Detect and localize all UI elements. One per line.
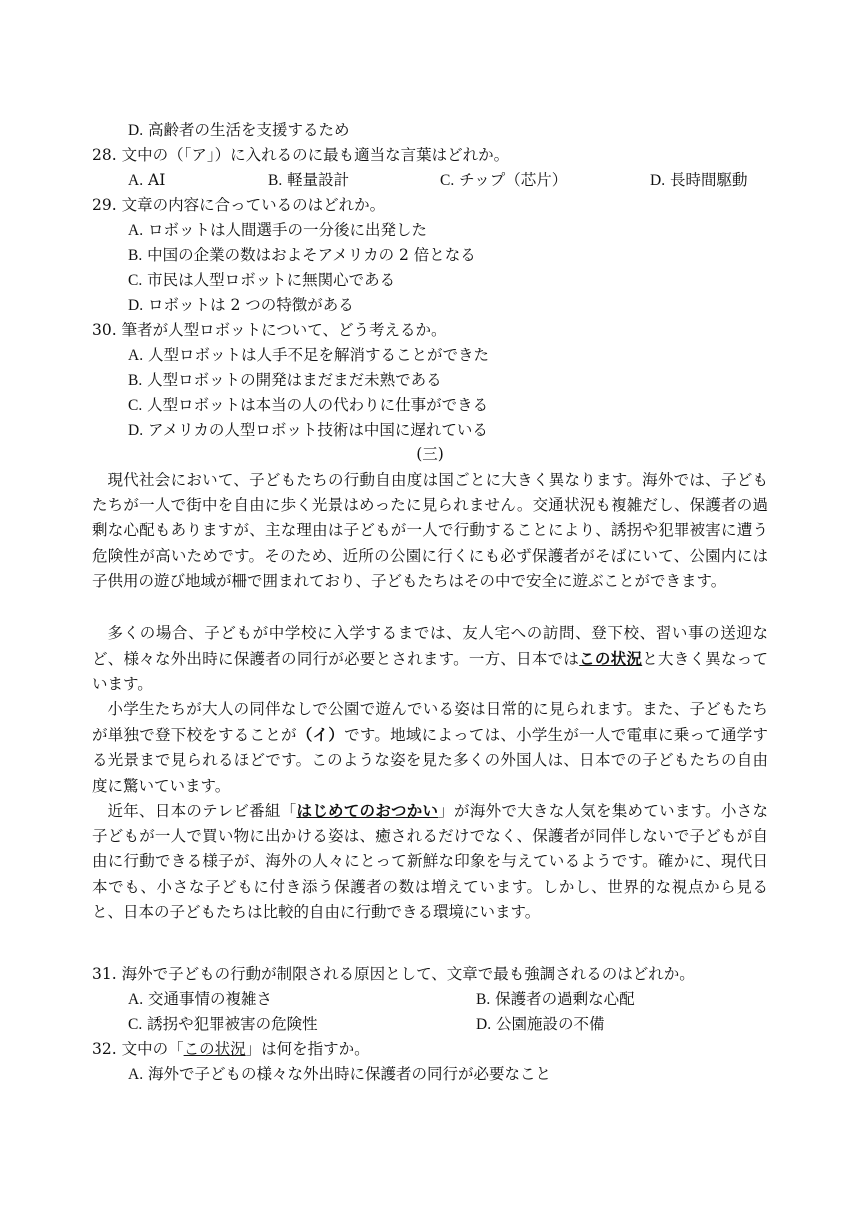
question-text: 筆者が人型ロボットについて、どう考えるか。 [121, 321, 447, 339]
underlined-phrase: この状況 [579, 649, 643, 669]
q30-option-b[interactable] [128, 368, 442, 393]
paragraph-text: 小学生たちが大人の同伴なしで公園で遊んでいる姿は日常的に見られます。また、子どもたちが単独で登下校をすることが [92, 700, 768, 745]
passage-paragraph-3 [92, 697, 768, 799]
option-text: 軽量設計 [287, 171, 350, 189]
option-letter: A. [128, 347, 144, 364]
q28-option-d[interactable] [650, 168, 748, 193]
q29-option-b[interactable] [128, 243, 476, 268]
q28-option-a[interactable] [128, 168, 165, 193]
option-text: ロボットは人間選手の一分後に出発した [148, 221, 428, 239]
q28-option-c[interactable] [440, 168, 567, 193]
q28-stem [92, 143, 509, 168]
option-text: チップ（芯片） [459, 171, 568, 189]
option-letter: A. [128, 222, 144, 239]
option-letter: B. [476, 991, 491, 1008]
paragraph-text: と大きく異なっています。 [92, 650, 768, 694]
option-text: 人型ロボットは人手不足を解消することができた [148, 346, 490, 364]
blank-marker: （イ） [296, 725, 345, 745]
q31-option-d[interactable] [476, 1012, 605, 1037]
option-text: 人型ロボットは本当の人の代わりに仕事ができる [147, 396, 489, 414]
option-letter: A. [128, 1066, 144, 1083]
q31-option-b[interactable] [476, 987, 635, 1012]
q32-stem [92, 1037, 370, 1062]
question-number: 30. [92, 321, 117, 339]
underlined-phrase: この状況 [183, 1040, 246, 1058]
option-letter: B. [128, 372, 143, 389]
option-letter: A. [128, 172, 144, 189]
q29-option-c[interactable] [128, 268, 395, 293]
q29-option-d[interactable] [128, 293, 354, 318]
option-letter: B. [268, 172, 283, 189]
passage-paragraph-1: 現代社会において、子どもたちの行動自由度は国ごとに大きく異なります。海外では、子どもたちが一人で街中を自由に歩く光景はめったに見られません。交通状況も複雑だし、保護者の過剰な心配もありますが、主な理由は子どもが一人で行動することにより、誘拐や犯罪被害に遭う危険性が高いためです。そのため、近所の公園に行くにも必ず保護者がそばにいて、公園内には子供用の遊び地域が柵で囲まれており、子どもたちはその中で安全に遊ぶことができます。 [92, 471, 768, 590]
option-text: 公園施設の不備 [496, 1015, 605, 1033]
q30-option-c[interactable] [128, 393, 488, 418]
option-text: 市民は人型ロボットに無関心である [147, 271, 396, 289]
paragraph-text: 近年、日本のテレビ番組「 [107, 802, 297, 820]
section-title: (三) [416, 445, 444, 463]
paragraph-text: 」が海外で大きな人気を集めています。小さな子どもが一人で買い物に出かける姿は、癒されるだけでなく、保護者が同伴しないで子どもが自由に行動できる様子が、海外の人々にとって新鮮な印象を与えているようです。確かに、現代日本でも、小さな子どもに付き添う保護者の数は増えています。しかし、世界的な視点から見ると、日本の子どもたちは比較的自由に行動できる環境にいます。 [92, 802, 768, 921]
option-text: 保護者の過剰な心配 [495, 990, 635, 1008]
option-letter: C. [128, 272, 143, 289]
question-number: 28. [92, 146, 117, 164]
question-text [122, 1040, 370, 1058]
q27-option-d[interactable] [128, 118, 350, 143]
option-text: AI [148, 171, 166, 189]
q29-option-a[interactable] [128, 218, 427, 243]
option-letter: A. [128, 991, 144, 1008]
option-letter: C. [128, 397, 143, 414]
option-text: 長時間駆動 [670, 171, 748, 189]
stem-text: 文中の「 [121, 1040, 184, 1058]
option-letter: D. [128, 122, 144, 139]
q28-option-b[interactable] [268, 168, 349, 193]
option-text: 海外で子どもの様々な外出時に保護者の同行が必要なこと [148, 1065, 552, 1083]
question-text: 海外で子どもの行動が制限される原因として、文章で最も強調されるのはどれか。 [121, 965, 695, 983]
option-text: アメリカの人型ロボット技術は中国に遅れている [148, 421, 488, 439]
option-letter: C. [440, 172, 455, 189]
stem-text: 」は何を指すか。 [245, 1040, 370, 1058]
program-title: はじめてのおつかい [296, 801, 439, 820]
passage-paragraph-2 [92, 621, 768, 698]
option-text: 交通事情の複雑さ [148, 990, 273, 1008]
q32-option-a[interactable] [128, 1062, 551, 1087]
question-text: 文章の内容に合っているのはどれか。 [121, 196, 386, 214]
option-text: 高齢者の生活を支援するため [148, 121, 350, 139]
option-letter: D. [128, 297, 144, 314]
question-number: 32. [92, 1040, 117, 1058]
q29-stem [92, 193, 385, 218]
q30-option-a[interactable] [128, 343, 489, 368]
option-text: 誘拐や犯罪被害の危険性 [147, 1015, 318, 1033]
q30-option-d[interactable] [128, 418, 488, 443]
paragraph-text: 多くの場合、子どもが中学校に入学するまでは、友人宅への訪問、登下校、習い事の送迎など、様々な外出時に保護者の同行が必要とされます。一方、日本では [92, 624, 768, 669]
question-number: 31. [92, 965, 117, 983]
q31-stem [92, 962, 695, 987]
option-letter: B. [128, 247, 143, 264]
q31-option-a[interactable] [128, 987, 272, 1012]
option-letter: C. [128, 1016, 143, 1033]
option-letter: D. [128, 422, 144, 439]
q30-stem [92, 318, 446, 343]
option-text: 人型ロボットの開発はまだまだ未熟である [147, 371, 442, 389]
option-text: ロボットは 2 つの特徴がある [148, 296, 354, 314]
option-text: 中国の企業の数はおよそアメリカの 2 倍となる [147, 246, 476, 264]
paragraph-text: です。地域によっては、小学生が一人で電車に乗って通学する光景まで見られるほどです。このような姿を見た多くの外国人は、日本での子どもたちの自由度に驚いています。 [92, 726, 768, 795]
question-text: 文中の（「ア」）に入れるのに最も適当な言葉はどれか。 [121, 146, 510, 164]
question-number: 29. [92, 196, 117, 214]
option-letter: D. [650, 172, 666, 189]
q31-option-c[interactable] [128, 1012, 318, 1037]
option-letter: D. [476, 1016, 492, 1033]
passage-paragraph-4 [92, 798, 768, 925]
